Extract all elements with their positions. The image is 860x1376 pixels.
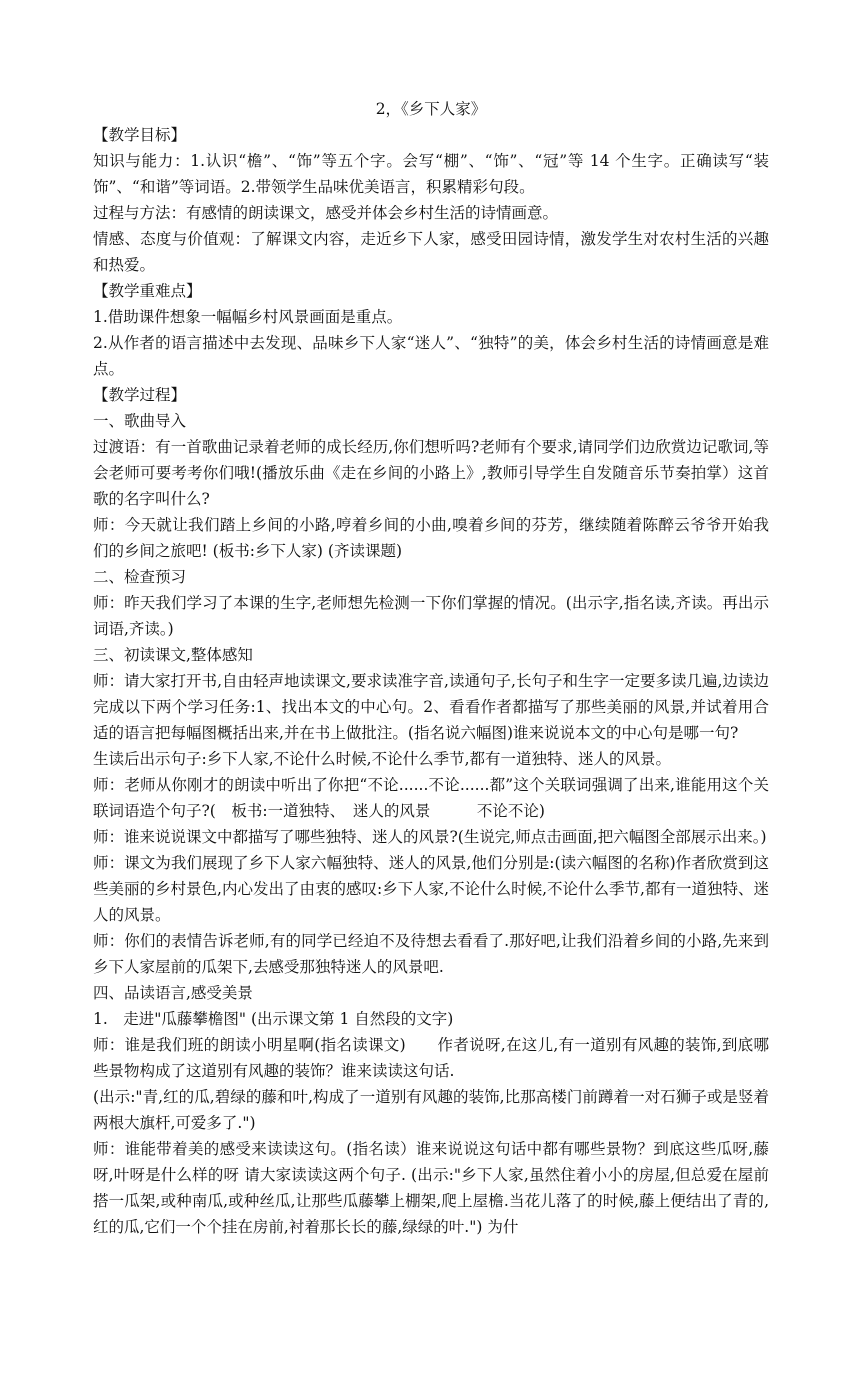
paragraph: 【教学过程】: [93, 386, 187, 404]
paragraph: 知识与能力：1.认识“檐”、“饰”等五个字。会写“棚”、“饰”、“冠”等 14 个生字。正确读写“装饰”、“和谐”等词语。2.带领学生品味优美语言，积累精彩句段。: [93, 152, 769, 196]
paragraph: 1. 走进"瓜藤攀檐图" (出示课文第 1 自然段的文字): [93, 1010, 454, 1028]
paragraph: 师：今天就让我们踏上乡间的小路,哼着乡间的小曲,嗅着乡间的芬芳，继续随着陈醉云爷爷开始我们的乡间之旅吧! (板书:乡下人家) (齐读课题): [93, 516, 769, 560]
paragraph: 师：昨天我们学习了本课的生字,老师想先检测一下你们掌握的情况。(出示字,指名读,齐读。再出示词语,齐读。): [93, 594, 769, 638]
paragraph: 师：课文为我们展现了乡下人家六幅独特、迷人的风景,他们分别是:(读六幅图的名称)作者欣赏到这些美丽的乡村景色,内心发出了由衷的感叹:乡下人家,不论什么时候,不论什么季节,都有一道独特、迷人的风景。: [93, 854, 769, 924]
paragraph: 三、初读课文,整体感知: [93, 646, 253, 664]
paragraph: 情感、态度与价值观：了解课文内容，走近乡下人家，感受田园诗情，激发学生对农村生活的兴趣和热爱。: [93, 230, 769, 274]
paragraph-list: [93, 122, 769, 1240]
paragraph: 过程与方法：有感情的朗读课文，感受并体会乡村生活的诗情画意。: [93, 204, 559, 222]
paragraph: 师：请大家打开书,自由轻声地读课文,要求读准字音,读通句子,长句子和生字一定要多读几遍,边读边完成以下两个学习任务:1、找出本文的中心句。2、看看作者都描写了那些美丽的风景,并试着用合适的语言把每幅图概括出来,并在书上做批注。(指名说六幅图)谁来说说本文的中心句是哪一句?: [93, 672, 769, 742]
paragraph: 一、歌曲导入: [93, 412, 187, 430]
paragraph: 师：谁能带着美的感受来读读这句。(指名读）谁来说说这句话中都有哪些景物？到底这些瓜呀,藤呀,叶呀是什么样的呀 请大家读读这两个句子. (出示:"乡下人家,虽然住着小小的房屋,但总爱在屋前搭一瓜架,或种南瓜,或种丝瓜,让那些瓜藤攀上棚架,爬上屋檐.当花儿落了的时候,藤上便结出了青的,红的瓜,它们一个个挂在房前,衬着那长长的藤,绿绿的叶.") 为什: [93, 1140, 769, 1236]
paragraph: 师：谁来说说课文中都描写了哪些独特、迷人的风景?(生说完,师点击画面,把六幅图全部展示出来。): [93, 828, 767, 846]
paragraph: 师：老师从你刚才的朗读中听出了你把“不论......不论......都”这个关联词强调了出来,谁能用这个关联词语造个句子?( 板书:一道独特、 迷人的风景 不论不论): [93, 776, 769, 820]
paragraph: 生读后出示句子:乡下人家,不论什么时候,不论什么季节,都有一道独特、迷人的风景。: [93, 750, 672, 768]
paragraph: 四、品读语言,感受美景: [93, 984, 253, 1002]
paragraph: 1.借助课件想象一幅幅乡村风景画面是重点。: [93, 308, 403, 326]
paragraph: 二、检查预习: [93, 568, 187, 586]
document-title: 2，《乡下人家》: [375, 100, 487, 118]
paragraph: 师：你们的表情告诉老师,有的同学已经迫不及待想去看看了.那好吧,让我们沿着乡间的小路,先来到乡下人家屋前的瓜架下,去感受那独特迷人的风景吧.: [93, 932, 769, 976]
paragraph: 【教学目标】: [93, 126, 187, 144]
document-body: [93, 96, 769, 1240]
paragraph: (出示:"青,红的瓜,碧绿的藤和叶,构成了一道别有风趣的装饰,比那高楼门前蹲着一对石狮子或是竖着两根大旗杆,可爱多了."): [93, 1088, 769, 1132]
paragraph: 【教学重难点】: [93, 282, 202, 300]
paragraph: 师：谁是我们班的朗读小明星啊(指名读课文) 作者说呀,在这儿,有一道别有风趣的装饰,到底哪些景物构成了这道别有风趣的装饰？谁来读读这句话.: [93, 1036, 769, 1080]
paragraph: 2.从作者的语言描述中去发现、品味乡下人家“迷人”、“独特”的美，体会乡村生活的诗情画意是难点。: [93, 334, 769, 378]
paragraph: 过渡语：有一首歌曲记录着老师的成长经历,你们想听吗?老师有个要求,请同学们边欣赏边记歌词,等会老师可要考考你们哦!(播放乐曲《走在乡间的小路上》,教师引导学生自发随音乐节奏拍掌）这首歌的名字叫什么?: [93, 438, 769, 508]
